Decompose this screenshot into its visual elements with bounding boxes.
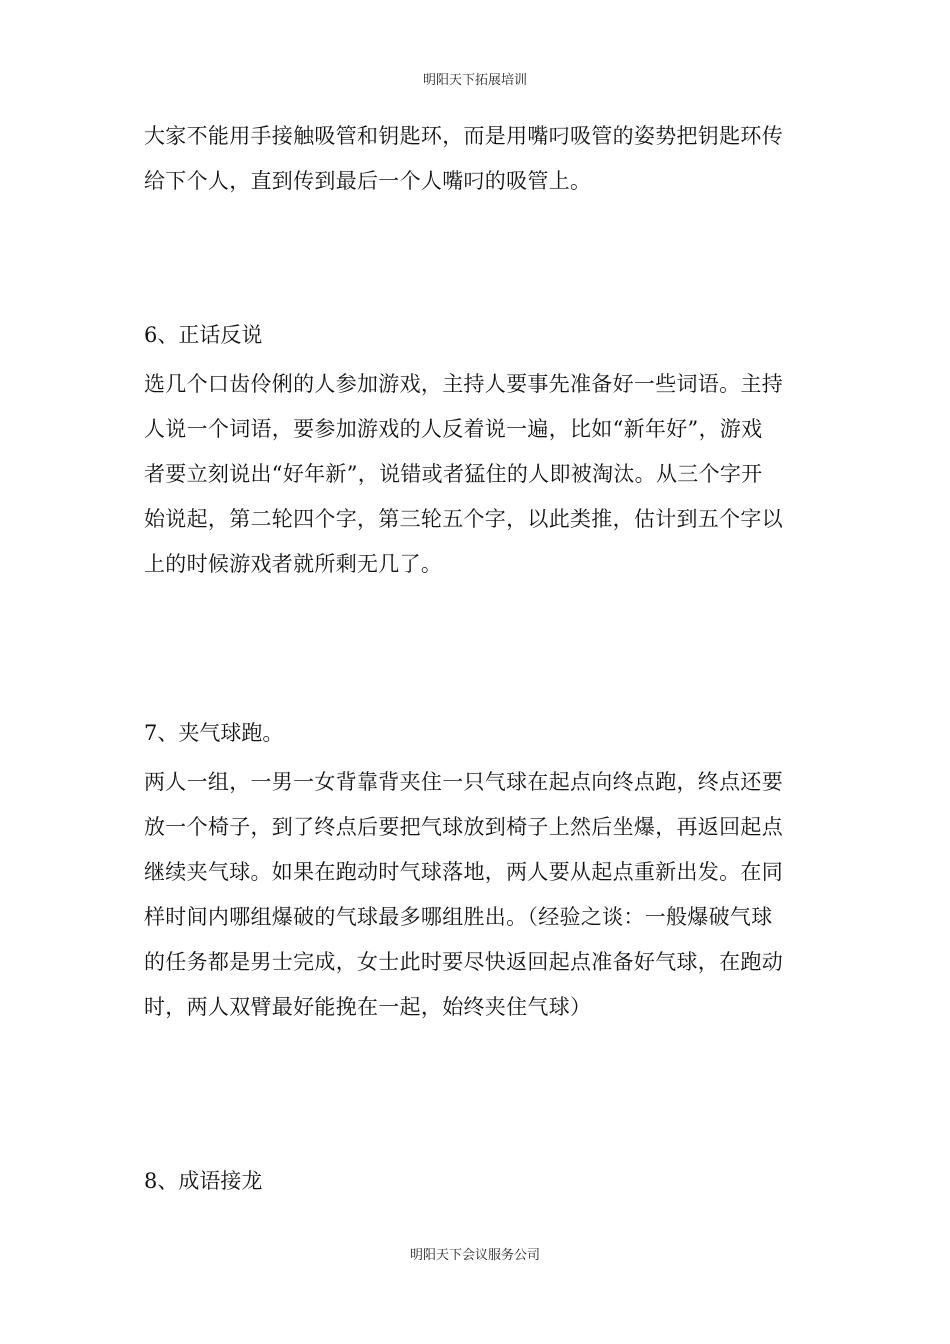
text-line: 人说一个词语，要参加游戏的人反着说一遍，比如“新年好”，游戏 (144, 417, 763, 441)
text-line: 者要立刻说出“好年新”，说错或者猛住的人即被淘汰。从三个字开 (144, 462, 763, 486)
paragraph-section-7 (144, 760, 814, 1030)
page-footer: 明阳天下会议服务公司 (409, 1248, 540, 1263)
text-line: 继续夹气球。如果在跑动时气球落地，两人要从起点重新出发。在同 (144, 860, 783, 884)
text-line: 上的时候游戏者就所剩无几了。 (144, 552, 443, 576)
text-line: 选几个口齿伶俐的人参加游戏，主持人要事先准备好一些词语。主持 (144, 372, 783, 396)
text-line: 时，两人双臂最好能挽在一起，始终夹住气球） (144, 995, 592, 1019)
text-line: 两人一组，一男一女背靠背夹住一只气球在起点向终点跑，终点还要 (144, 770, 783, 794)
section-heading-7: 7、夹气球跑。 (144, 721, 284, 745)
section-heading-8: 8、成语接龙 (144, 1169, 263, 1193)
page-header: 明阳天下拓展培训 (422, 73, 527, 88)
text-line: 大家不能用手接触吸管和钥匙环，而是用嘴叼吸管的姿势把钥匙环传 (144, 124, 783, 148)
text-line: 给下个人，直到传到最后一个人嘴叼的吸管上。 (144, 169, 592, 193)
section-heading-6: 6、正话反说 (144, 323, 263, 347)
text-line: 始说起，第二轮四个字，第三轮五个字，以此类推，估计到五个字以 (144, 507, 783, 531)
paragraph-section-6 (144, 362, 814, 587)
text-line: 放一个椅子，到了终点后要把气球放到椅子上然后坐爆，再返回起点 (144, 815, 783, 839)
text-line: 的任务都是男士完成，女士此时要尽快返回起点准备好气球，在跑动 (144, 950, 783, 974)
paragraph-continuation (144, 114, 814, 204)
text-line: 样时间内哪组爆破的气球最多哪组胜出。（经验之谈：一般爆破气球 (144, 905, 773, 929)
